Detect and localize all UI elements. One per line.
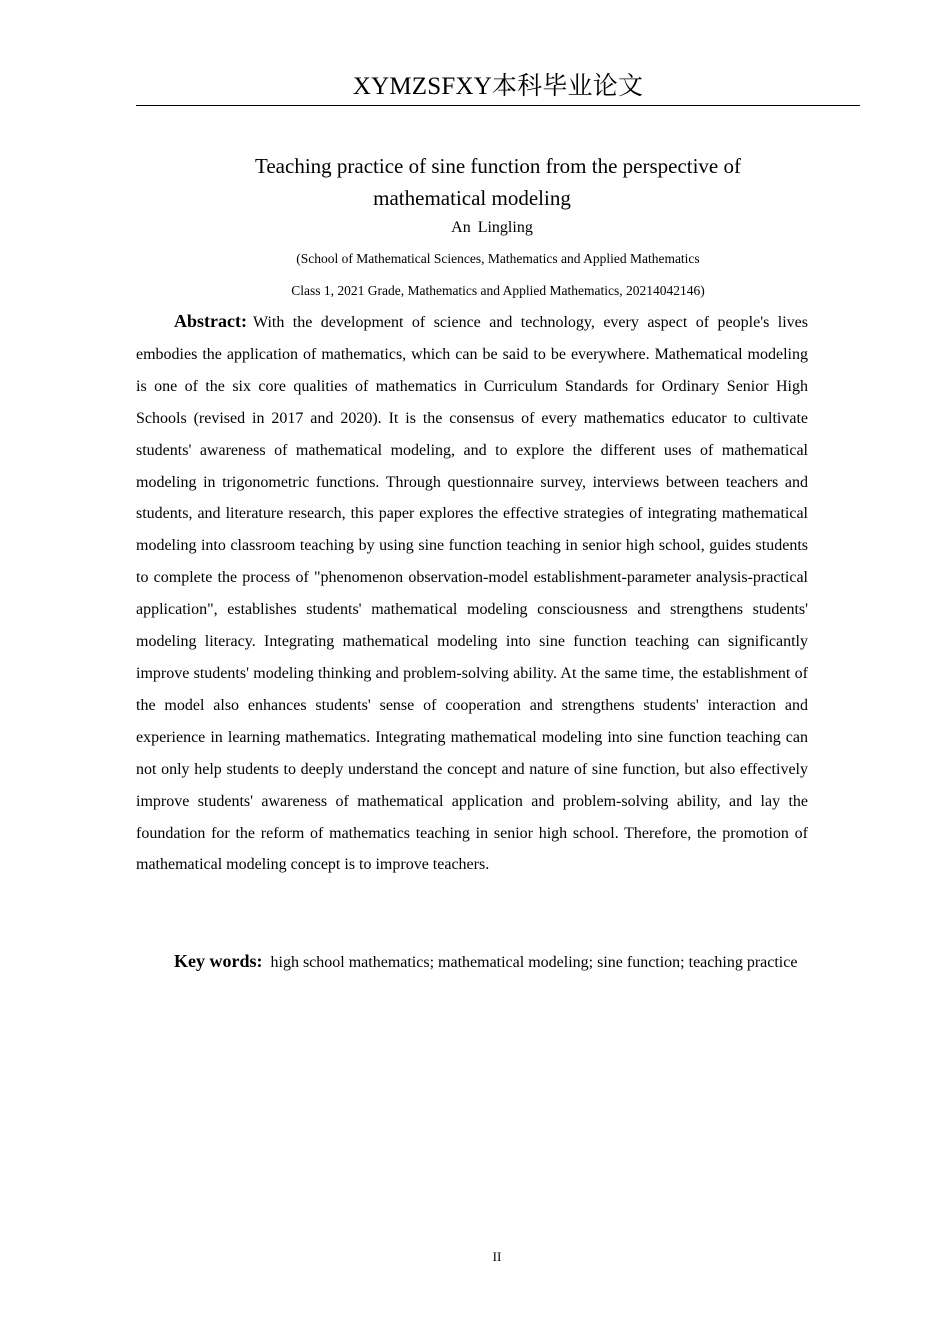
affiliation-line-1: (School of Mathematical Sciences, Mathematics and Applied Mathematics [296, 251, 700, 266]
paper-title-line-2: mathematical modeling [373, 186, 571, 210]
abstract-paragraph [136, 306, 808, 881]
keywords-text: high school mathematics; mathematical modeling; sine function; teaching practice [270, 954, 798, 971]
keywords-label: Key words: [174, 951, 263, 971]
header-title: XYMZSFXY本科毕业论文 [352, 73, 644, 100]
page-header [136, 70, 860, 106]
affiliation-line-2: Class 1, 2021 Grade, Mathematics and Applied Mathematics, 20214042146) [291, 283, 705, 298]
author-name: An Lingling [451, 219, 533, 236]
abstract-label: Abstract: [174, 311, 247, 331]
paper-title-line-1: Teaching practice of sine function from the perspective of [255, 154, 741, 178]
abstract-text: With the development of science and technology, every aspect of people's lives embodies the application of mathematics, which can be said to be everywhere. Mathematical modeling is one of the six core qualities of mathematics in Curriculum Standards for Ordinary Senior High Schools (revised in 2017 and 2020). It is the consensus of every mathematics educator to cultivate students' awareness of mathematical modeling, and to explore the different uses of mathematical modeling in trigonometric functions. Through questionnaire survey, interviews between teachers and students, and literature research, this paper explores the effective strategies of integrating mathematical modeling into classroom teaching by using sine function teaching in senior high school, guides students to complete the process of "phenomenon observation-model establishment-parameter analysis-practical application", establishes students' mathematical modeling consciousness and strengthens students' modeling literacy. Integrating mathematical modeling into sine function teaching can significantly improve students' modeling thinking and problem-solving ability. At the same time, the establishment of the model also enhances students' sense of cooperation and strengthens students' interaction and experience in learning mathematics. Integrating mathematical modeling into sine function teaching can not only help students to deeply understand the concept and nature of sine function, but also effectively improve students' awareness of mathematical application and problem-solving ability, and lay the foundation for the reform of mathematics teaching in senior high school. Therefore, the promotion of mathematical modeling concept is to improve teachers. [136, 314, 808, 874]
keywords-paragraph [136, 946, 808, 979]
page-number: II [492, 1249, 502, 1264]
